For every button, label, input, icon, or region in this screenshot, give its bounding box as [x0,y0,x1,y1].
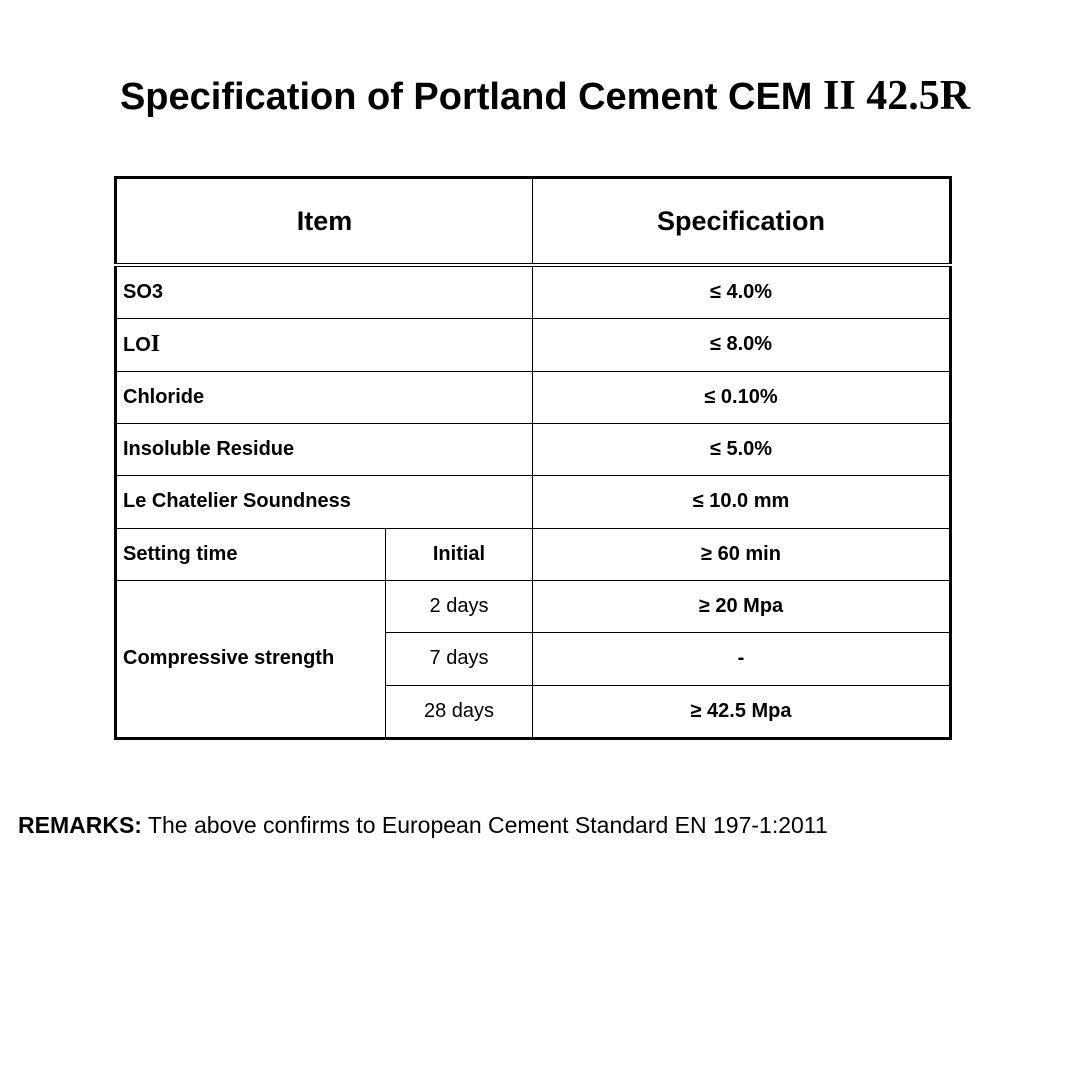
compressive-spec: ≥ 20 Mpa [533,580,951,632]
row-spec: ≤ 8.0% [533,319,951,371]
compressive-spec: - [533,633,951,685]
compressive-spec: ≥ 42.5 Mpa [533,685,951,738]
page-title [0,72,1090,120]
specification-table [114,176,952,740]
compressive-sub: 7 days [386,633,533,685]
row-item-part-a: LO [123,334,151,357]
table-row [116,371,951,423]
row-item: Chloride [116,371,533,423]
remarks [18,812,828,839]
remarks-text: The above confirms to European Cement Standard EN 197-1:2011 [141,812,828,838]
row-spec: ≤ 10.0 mm [533,476,951,528]
title-main: Specification of Portland Cement CEM [119,76,824,118]
row-item [116,319,533,371]
row-spec: ≤ 5.0% [533,423,951,475]
title-grade: II 42.5R [823,73,971,119]
row-item-part-b: I [150,331,161,358]
row-item: Le Chatelier Soundness [116,476,533,528]
table-header-row [116,178,951,266]
table-row [116,580,951,632]
compressive-item: Compressive strength [116,580,386,738]
row-spec: ≤ 4.0% [533,265,951,319]
table-row [116,476,951,528]
table-row [116,319,951,371]
setting-time-sub: Initial [386,528,533,580]
table-row [116,423,951,475]
row-item: SO3 [116,265,533,319]
remarks-label: REMARKS: [18,812,142,838]
setting-time-item: Setting time [116,528,386,580]
row-item: Insoluble Residue [116,423,533,475]
setting-time-spec: ≥ 60 min [533,528,951,580]
compressive-sub: 2 days [386,580,533,632]
table-row [116,528,951,580]
row-spec: ≤ 0.10% [533,371,951,423]
table-row [116,265,951,319]
compressive-sub: 28 days [386,685,533,738]
header-item: Item [116,178,533,266]
header-specification: Specification [533,178,951,266]
